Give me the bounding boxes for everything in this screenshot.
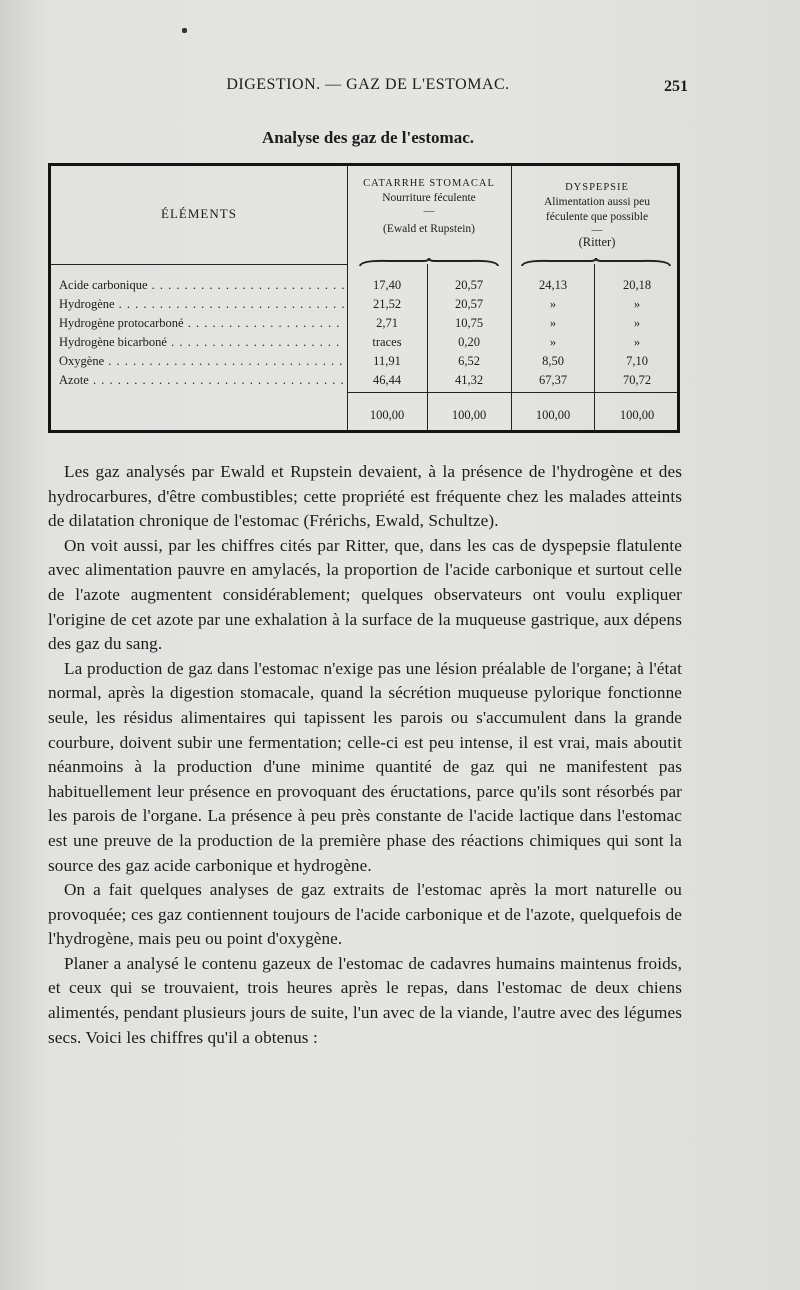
cell-value: 10,75 xyxy=(454,316,484,330)
cell-value: » xyxy=(633,297,641,311)
cell-value: » xyxy=(549,316,557,330)
cell-value: 70,72 xyxy=(622,373,652,387)
cell-value: 7,10 xyxy=(626,354,648,368)
cell-value: » xyxy=(633,316,641,330)
total-value: 100,00 xyxy=(535,408,571,422)
ink-mark xyxy=(182,28,187,33)
cell-value: traces xyxy=(372,335,402,349)
cell-value: 17,40 xyxy=(372,278,402,292)
elements-column-header: ÉLÉMENTS xyxy=(161,206,237,221)
group-subtitle: Nourriture féculente xyxy=(382,192,476,204)
total-value: 100,00 xyxy=(619,408,655,422)
total-value: 100,00 xyxy=(369,408,405,422)
row-label: Hydrogène . . . xyxy=(59,297,344,312)
cell-value: 20,18 xyxy=(622,278,652,292)
row-label: Acide carbonique . . . xyxy=(59,278,344,293)
cell-value: 0,20 xyxy=(458,335,480,349)
cell-value: 8,50 xyxy=(542,354,564,368)
paragraph: Planer a analysé le contenu gazeux de l'estomac de cadavres humains maintenus froids, et ceux qui se trouvaient, trois heures après le repas, dans l'estomac de deux chiens alimentés, pendant plusieurs jours de suite, l'un avec de la viande, l'autre avec des légumes secs. Voici les chiffres qu'il a obtenus : xyxy=(48,953,682,1047)
table-title: Analyse des gaz de l'estomac. xyxy=(261,128,474,147)
paragraph: On a fait quelques analyses de gaz extraits de l'estomac après la mort naturelle ou provoquée; ces gaz contiennent toujours de l'acide carbonique et de l'azote, quelquefois de l'hydrogène, mais peu ou point d'oxygène. xyxy=(48,880,682,949)
cell-value: 20,57 xyxy=(454,297,484,311)
brace-icon xyxy=(359,258,499,268)
column-divider xyxy=(594,264,595,430)
total-value: 100,00 xyxy=(451,408,487,422)
group-title: CATARRHE STOMACAL xyxy=(363,178,495,189)
group-subtitle-2: féculente que possible xyxy=(545,211,649,223)
group-subtitle: Alimentation aussi peu xyxy=(543,196,651,208)
gas-analysis-table xyxy=(48,163,680,433)
brace-icon xyxy=(521,258,671,268)
cell-value: 67,37 xyxy=(538,373,568,387)
cell-value: » xyxy=(633,335,641,349)
header-rule xyxy=(51,264,347,265)
group-dash: — xyxy=(591,224,603,236)
group-source: (Ritter) xyxy=(578,235,616,249)
cell-value: 41,32 xyxy=(454,373,484,387)
cell-value: 21,52 xyxy=(372,297,402,311)
catarrhe-group-header xyxy=(347,176,511,237)
page-number: 251 xyxy=(664,78,688,95)
cell-value: 6,52 xyxy=(458,354,480,368)
totals-rule xyxy=(347,392,677,393)
page-header xyxy=(48,76,688,102)
paragraph: La production de gaz dans l'estomac n'exige pas une lésion préalable de l'organe; à l'état normal, après la digestion stomacale, quand la sécrétion muqueuse pylorique fonctionne seule, les résidus alimentaires qui tapissent les parois ou s'accumulent dans la grande courbure, doivent subir une fermentation; celle-ci est peu intense, il est vrai, mais aboutit néanmoins à la production d'une minime quantité de gaz qui ne manifestent pas habituellement leur présence en provoquant des éructations, parce qu'ils sont résorbés par les parois de l'organe. La présence à peu près constante de l'acide lactique dans l'estomac est une preuve de la production de la première phase des réactions chimiques qui sont la source des gaz acide carbonique et hydrogène. xyxy=(48,658,682,875)
row-label: Hydrogène bicarboné . . . xyxy=(59,335,344,350)
dyspepsie-group-header xyxy=(511,180,683,250)
paragraph: On voit aussi, par les chiffres cités par Ritter, que, dans les cas de dyspepsie flatulente avec alimentation pauvre en amylacés, la proportion de l'acide carbonique et surtout celle de l'azote augmentent considérablement; quelques observateurs ont voulu expliquer l'origine de cet azote par une exhalation à la surface de la muqueuse gastrique, aux dépens des gaz du sang. xyxy=(48,535,682,654)
cell-value: 46,44 xyxy=(372,373,402,387)
cell-value: 24,13 xyxy=(538,278,568,292)
cell-value: » xyxy=(549,335,557,349)
cell-value: 11,91 xyxy=(373,354,401,368)
row-label: Oxygène . . . xyxy=(59,354,344,369)
body-text xyxy=(48,460,682,1050)
group-source: (Ewald et Rupstein) xyxy=(383,223,475,235)
column-divider xyxy=(427,264,428,430)
running-title: DIGESTION. — GAZ DE L'ESTOMAC. xyxy=(226,76,510,93)
row-label: Hydrogène protocarboné . . . xyxy=(59,316,344,331)
cell-value: 20,57 xyxy=(454,278,484,292)
cell-value: 2,71 xyxy=(376,316,398,330)
paragraph: Les gaz analysés par Ewald et Rupstein devaient, à la présence de l'hydrogène et des hydrocarbures, d'être combustibles; cette propriété est fréquente chez les malades atteints de dilatation chronique de l'estomac (Frérichs, Ewald, Schultze). xyxy=(48,462,682,531)
row-label: Azote . . . xyxy=(59,373,344,388)
group-dash: — xyxy=(423,205,435,217)
group-title: DYSPEPSIE xyxy=(565,182,629,193)
cell-value: » xyxy=(549,297,557,311)
